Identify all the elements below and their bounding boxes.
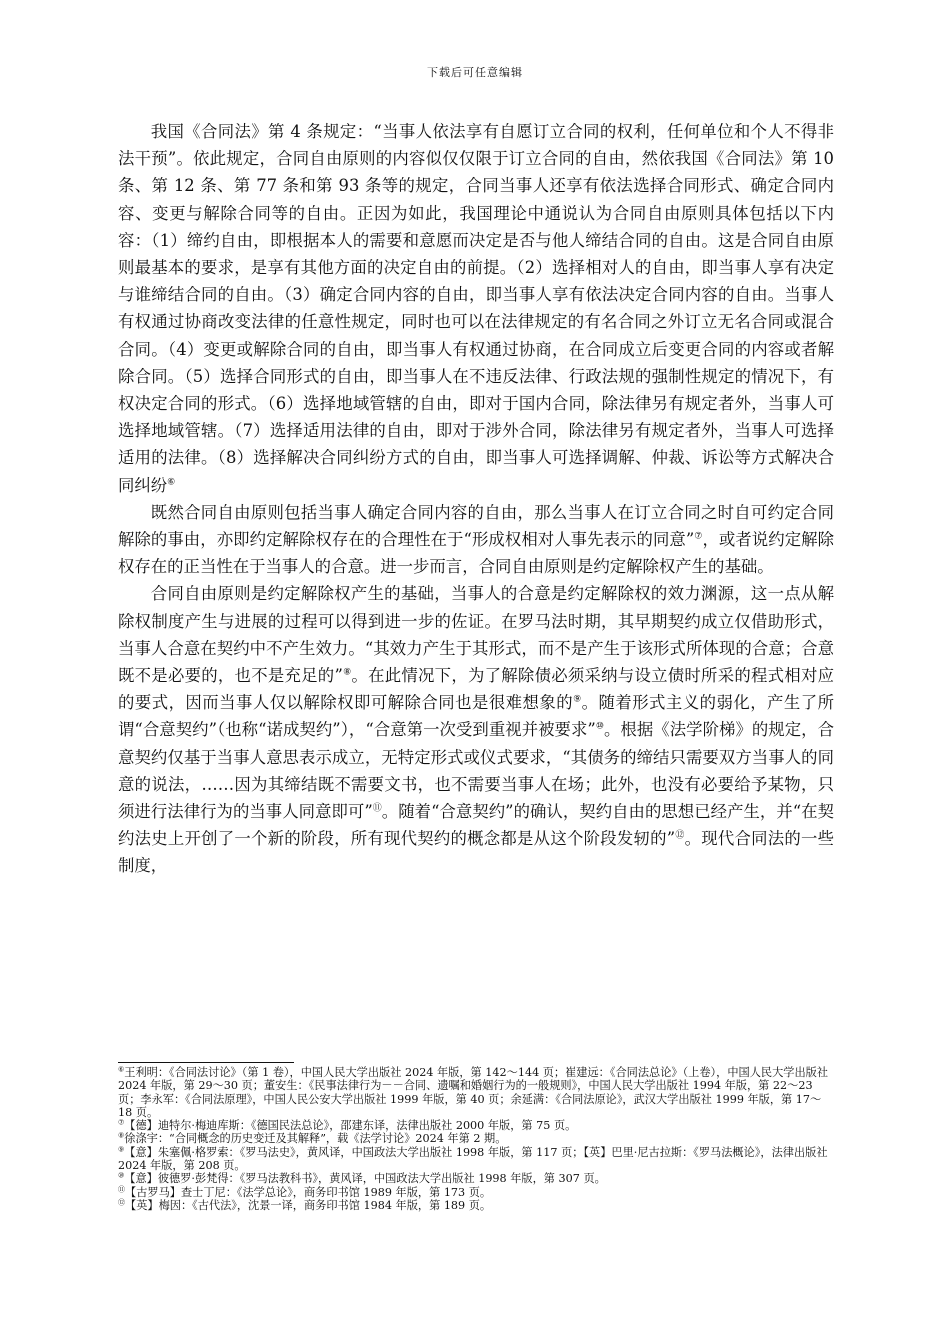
footnote — [118, 1066, 834, 1119]
footnote-text: 【英】梅因：《古代法》，沈景一译，商务印书馆 1984 年版，第 189 页。 — [125, 1198, 492, 1212]
paragraph-text: ，或者说约定解除权存在的正当性在于当事人的合意。进一步而言，合同自由原则是约定解除权产生的基础。 — [118, 530, 834, 577]
footnote-mark: ⑫ — [118, 1198, 125, 1207]
paragraph-text: 。根据《法学阶梯》的规定，合意契约仅基于当事人意思表示成立，无特定形式或仪式要求，“其债务的缔结只需要双方当事人的同意的说法，……因为其缔结既不需要文书，也不需要当事人在场；此外，也没有必要给予某物，只须进行法律行为的当事人同意即可” — [118, 720, 834, 822]
footnote-mark: ⑪ — [118, 1184, 125, 1193]
footnote — [118, 1146, 834, 1173]
footnote-ref: ⑧ — [342, 667, 352, 678]
footnote-ref: ⑦ — [694, 531, 703, 542]
paragraph-text: 。随着形式主义的弱化，产生了所谓“合意契约”（也称“诺成契约”），“合意第一次受到重视并被要求” — [118, 693, 835, 740]
footnote-mark: ⑨ — [118, 1145, 125, 1154]
paragraph — [118, 499, 834, 581]
footnote — [118, 1186, 834, 1199]
page-header: 下载后可任意编辑 — [427, 66, 523, 79]
footnote-ref: ⑥ — [167, 477, 176, 488]
footnote-mark: ⑥ — [118, 1065, 125, 1074]
footnote-text: 徐涤宇：“合同概念的历史变迁及其解释”，载《法学讨论》2024 年第 2 期。 — [124, 1132, 507, 1146]
footnote-ref: ⑨ — [573, 694, 582, 705]
footnote-text: 【意】彼德罗·彭梵得：《罗马法教科书》，黄风译，中国政法大学出版社 1998 年版，第 307 页。 — [124, 1172, 606, 1186]
paragraph — [118, 580, 834, 879]
footnote-mark: ⑦ — [118, 1118, 125, 1127]
footnote — [118, 1199, 834, 1212]
footnote-mark: ⑩ — [118, 1171, 125, 1180]
footnote — [118, 1132, 834, 1145]
paragraph-text: 。现代合同法的一些制度， — [118, 829, 834, 876]
footnote — [118, 1172, 834, 1185]
footnote-text: 【古罗马】查士丁尼：《法学总论》，商务印书馆 1989 年版，第 173 页。 — [125, 1185, 492, 1199]
footnote — [118, 1119, 834, 1132]
footnote-mark: ⑧ — [118, 1131, 125, 1140]
paragraph-text: 合同自由原则是约定解除权产生的基础，当事人的合意是约定解除权的效力渊源，这一点从解除权制度产生与进展的过程可以得到进一步的佐证。在罗马法时期，其早期契约成立仅借助形式，当事人合意在契约中不产生效力。“其效力产生于其形式，而不是产生于该形式所体现的合意；合意既不是必要的，也不是充足的” — [118, 584, 834, 686]
paragraph-text: 。随着“合意契约”的确认，契约自由的思想已经产生，并“在契约法史上开创了一个新的阶段，所有现代契约的概念都是从这个阶段发轫的” — [118, 802, 834, 849]
paragraph-text: 既然合同自由原则包括当事人确定合同内容的自由，那么当事人在订立合同之时自可约定合同解除的事由，亦即约定解除权存在的合理性在于“形成权相对人事先表示的同意” — [118, 502, 834, 550]
footnote-text: 【意】朱塞佩·格罗索：《罗马法史》，黄风译，中国政法大学出版社 1998 年版，第 117 页；【英】巴里·尼古拉斯：《罗马法概论》，法律出版社 2024 年版，第 208 页。 — [118, 1145, 828, 1173]
footnote-text: 【德】迪特尔·梅迪库斯：《德国民法总论》，邵建东译，法律出版社 2000 年版，第 75 页。 — [124, 1119, 577, 1133]
footnotes — [118, 1066, 834, 1212]
footnote-divider — [118, 1062, 294, 1063]
paragraph-text: 我国《合同法》第 4 条规定：“当事人依法享有自愿订立合同的权利，任何单位和个人不得非法干预”。依此规定，合同自由原则的内容似仅仅限于订立合同的自由，然依我国《合同法》第 10 条、第 12 条、第 77 条和第 93 条等的规定，合同当事人还享有依法选择合同形式、确定合同内容、变更与解除合同等的自由。正因为如此，我国理论中通说认为合同自由原则具体包括以下内容：（1）缔约自由，即根据本人的需要和意愿而决定是否与他人缔结合同的自由。这是合同自由原则最基本的要求，是享有其他方面的决定自由的前提。（2）选择相对人的自由，即当事人享有决定与谁缔结合同的自由。（3）确定合同内容的自由，即当事人享有依法决定合同内容的自由。当事人有权通过协商改变法律的任意性规定，同时也可以在法律规定的有名合同之外订立无名合同或混合合同。（4）变更或解除合同的自由，即当事人有权通过协商，在合同成立后变更合同的内容或者解除合同。（5）选择合同形式的自由，即当事人在不违反法律、行政法规的强制性规定的情况下，有权决定合同的形式。（6）选择地域管辖的自由，即对于国内合同，除法律另有规定者外，当事人可选择地域管辖。（7）选择适用法律的自由，即对于涉外合同，除法律另有规定者外，当事人可选择适用的法律。（8）选择解决合同纠纷方式的自由，即当事人可选择调解、仲裁、诉讼等方式解决合同纠纷 — [118, 122, 834, 495]
paragraph — [118, 118, 834, 499]
footnote-text: 王利明：《合同法讨论》（第 1 卷），中国人民大学出版社 2024 年版，第 142～144 页；崔建远：《合同法总论》（上卷），中国人民大学出版社 2024 年版，第 29～30 页；董安生：《民事法律行为－－合同、遗嘱和婚姻行为的一般规则》，中国人民大学出版社 1994 年版，第 22～23 页；李永军：《合同法原理》，中国人民公安大学出版社 1999 年版，第 40 页；余延满：《合同法原论》，武汉大学出版社 1999 年版，第 17～18 页。 — [118, 1066, 829, 1119]
body-text — [118, 118, 834, 880]
footnote-ref: ⑩ — [595, 722, 604, 732]
footnote-ref: ⑪ — [372, 803, 382, 814]
paragraph-text: 。在此情况下，为了解除债必须采纳与设立债时所采的程式相对应的要式，因而当事人仅以解除权即可解除合同也是很难想象的 — [118, 666, 834, 713]
footnote-ref: ⑫ — [675, 830, 685, 841]
